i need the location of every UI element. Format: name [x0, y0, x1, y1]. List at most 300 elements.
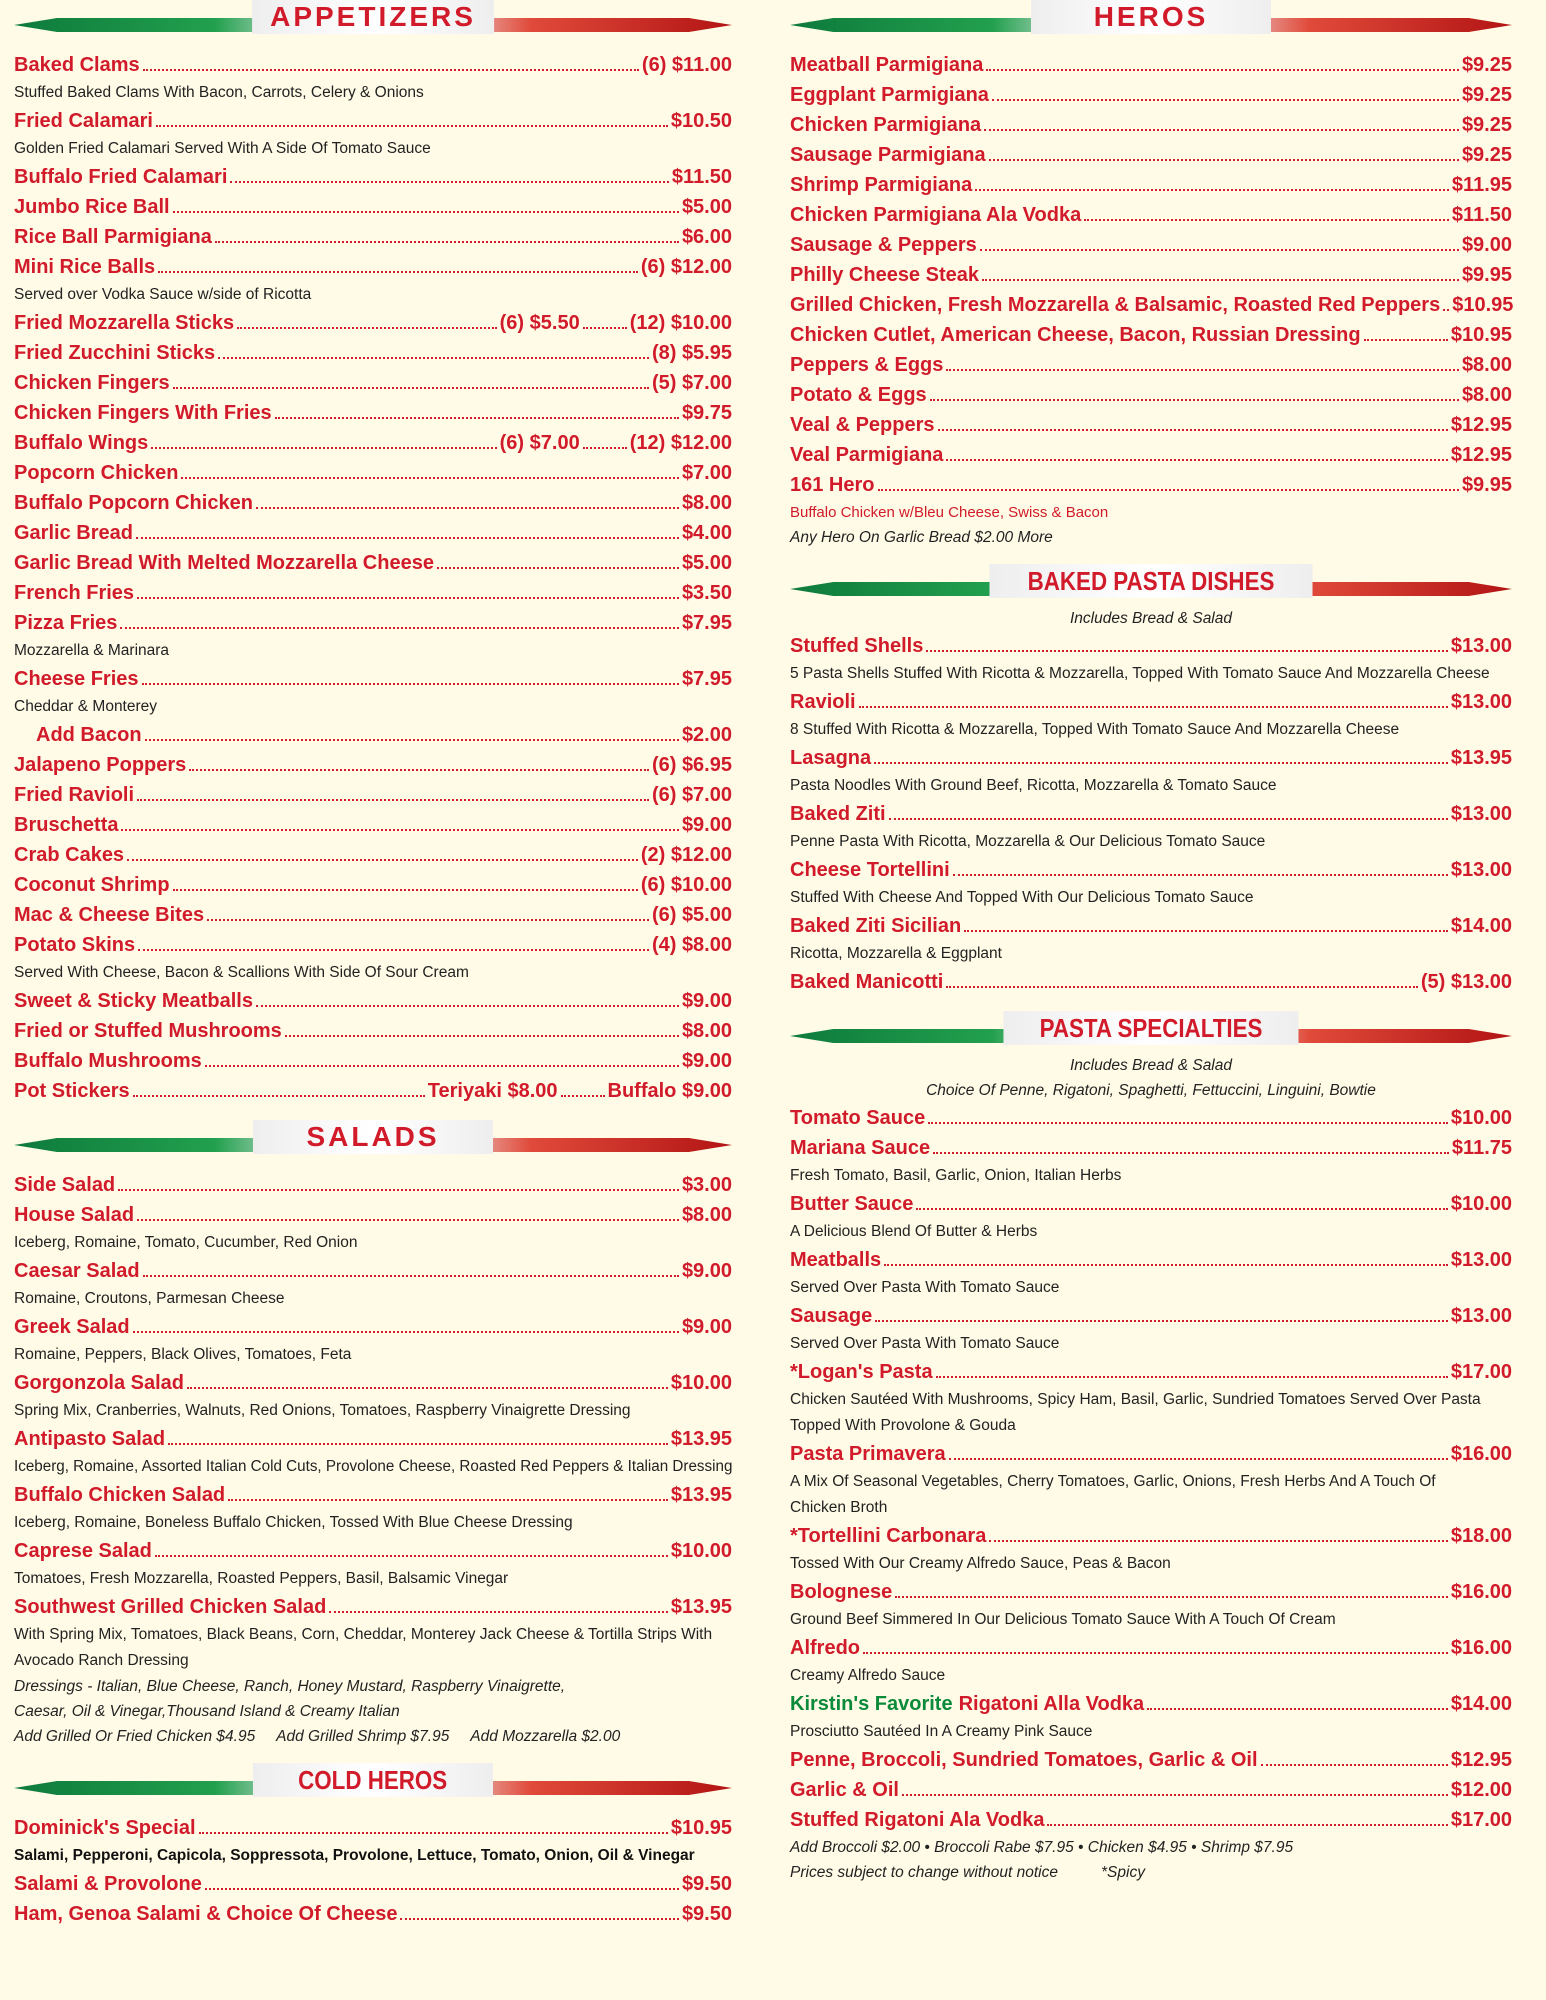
item-price: (6) $12.00 — [640, 256, 732, 278]
item-price: Buffalo $9.00 — [607, 1080, 732, 1102]
dot-leader — [949, 1458, 1448, 1460]
item-price: $17.00 — [1450, 1361, 1512, 1383]
dot-leader — [953, 874, 1448, 876]
item-name: *Logan's Pasta — [790, 1361, 933, 1383]
menu-item — [14, 192, 732, 222]
dot-leader — [199, 1832, 668, 1834]
item-price: $13.95 — [670, 1428, 732, 1450]
item-price: $7.95 — [681, 612, 732, 634]
item-name: Cheese Fries — [14, 668, 139, 690]
menu-item — [790, 1577, 1512, 1607]
item-price: $16.00 — [1450, 1581, 1512, 1603]
section-subtitle: Includes Bread & Salad — [1070, 1057, 1232, 1074]
menu-item — [14, 986, 732, 1016]
item-name: Sweet & Sticky Meatballs — [14, 990, 253, 1012]
item-price: $9.25 — [1461, 84, 1512, 106]
dot-leader — [155, 1555, 668, 1557]
item-name: Caprese Salad — [14, 1540, 152, 1562]
menu-item — [790, 631, 1512, 661]
item-price: $8.00 — [681, 1020, 732, 1042]
item-price: (6) $7.00 — [651, 784, 732, 806]
item-price: $9.25 — [1461, 144, 1512, 166]
item-name: Shrimp Parmigiana — [790, 174, 973, 196]
item-description: Served over Vodka Sauce w/side of Ricotta — [14, 286, 312, 303]
item-name: Mariana Sauce — [790, 1137, 931, 1159]
dot-leader — [875, 1320, 1448, 1322]
item-description: Spring Mix, Cranberries, Walnuts, Red Onions, Tomatoes, Raspberry Vinaigrette Dressing — [14, 1402, 631, 1419]
menu-item — [790, 1245, 1512, 1275]
dot-leader — [859, 706, 1448, 708]
item-price: $10.00 — [670, 1540, 732, 1562]
cold-heros-banner — [14, 1763, 732, 1813]
item-name: Veal Parmigiana — [790, 444, 944, 466]
item-name: Baked Clams — [14, 54, 140, 76]
section-title: PASTA SPECIALTIES — [1039, 1012, 1263, 1043]
section-title: BAKED PASTA DISHES — [1027, 565, 1275, 596]
dot-leader — [400, 1918, 678, 1920]
item-price: $12.00 — [1450, 1779, 1512, 1801]
section-title: COLD HEROS — [298, 1764, 448, 1795]
dot-leader — [989, 1540, 1448, 1542]
dot-leader — [874, 762, 1448, 764]
dot-leader — [173, 889, 638, 891]
dot-leader — [1261, 1764, 1448, 1766]
menu-item — [14, 50, 732, 80]
dot-leader — [173, 211, 679, 213]
item-price: (6) $6.95 — [651, 754, 732, 776]
item-description: Fresh Tomato, Basil, Garlic, Onion, Italian Herbs — [790, 1167, 1122, 1184]
item-name: Add Bacon — [36, 724, 142, 746]
dot-leader — [256, 507, 679, 509]
menu-item — [790, 743, 1512, 773]
item-description: Tossed With Our Creamy Alfredo Sauce, Peas & Bacon — [790, 1555, 1171, 1572]
item-price: $2.00 — [681, 724, 732, 746]
menu-item — [14, 1536, 732, 1566]
dot-leader — [256, 1005, 679, 1007]
item-name: Salami & Provolone — [14, 1873, 202, 1895]
item-name: Stuffed Rigatoni Ala Vodka — [790, 1809, 1045, 1831]
menu-item — [790, 1775, 1512, 1805]
dot-leader — [933, 1152, 1449, 1154]
dot-leader — [437, 567, 679, 569]
pasta-specialties-section — [790, 1011, 1512, 1885]
item-name: Rice Ball Parmigiana — [14, 226, 212, 248]
heros-banner — [790, 0, 1512, 50]
item-name: House Salad — [14, 1204, 135, 1226]
menu-item — [14, 106, 732, 136]
item-price: $13.00 — [1450, 803, 1512, 825]
item-name: Mini Rice Balls — [14, 256, 156, 278]
baked-pasta-list — [790, 631, 1512, 997]
item-price: $12.95 — [1450, 1749, 1512, 1771]
item-description: Avocado Ranch Dressing — [14, 1652, 189, 1669]
menu-item — [14, 664, 732, 694]
item-tag: Kirstin's Favorite — [790, 1693, 953, 1715]
item-name: Bolognese — [790, 1581, 893, 1603]
dot-leader — [583, 447, 627, 449]
item-name: Alfredo — [790, 1637, 860, 1659]
dot-leader — [989, 159, 1459, 161]
dot-leader — [189, 769, 649, 771]
menu-item — [790, 1189, 1512, 1219]
menu-item — [790, 260, 1512, 290]
pasta-choice-note: Choice Of Penne, Rigatoni, Spaghetti, Fettuccini, Linguini, Bowtie — [926, 1082, 1376, 1099]
item-name: Veal & Peppers — [790, 414, 935, 436]
item-name: Fried or Stuffed Mushrooms — [14, 1020, 282, 1042]
dot-leader — [133, 1331, 679, 1333]
item-name: Jumbo Rice Ball — [14, 196, 170, 218]
item-price: $9.25 — [1461, 114, 1512, 136]
item-name: Penne, Broccoli, Sundried Tomatoes, Garlic & Oil — [790, 1749, 1258, 1771]
dot-leader — [1443, 309, 1449, 311]
menu-item — [14, 1480, 732, 1510]
item-description: Mozzarella & Marinara — [14, 642, 170, 659]
salads-section — [14, 1120, 732, 1749]
menu-item — [14, 608, 732, 638]
item-price: $7.00 — [681, 462, 732, 484]
dot-leader — [946, 986, 1417, 988]
menu-item — [14, 338, 732, 368]
item-price: $11.50 — [671, 166, 732, 188]
dot-leader — [878, 489, 1459, 491]
item-name: Buffalo Chicken Salad — [14, 1484, 226, 1506]
dot-leader — [181, 477, 678, 479]
dot-leader — [228, 1499, 668, 1501]
add-ons-note: Add Broccoli $2.00 • Broccoli Rabe $7.95 • Chicken $4.95 • Shrimp $7.95 — [790, 1839, 1294, 1856]
dot-leader — [158, 271, 638, 273]
item-price: (6) $7.00 — [499, 432, 580, 454]
menu-item — [790, 1521, 1512, 1551]
item-name: Caesar Salad — [14, 1260, 140, 1282]
item-name: Garlic Bread — [14, 522, 133, 544]
menu-item — [14, 428, 732, 458]
dot-leader — [168, 1443, 668, 1445]
item-price: $10.95 — [670, 1817, 732, 1839]
item-price: (5) $13.00 — [1420, 971, 1512, 993]
menu-item — [14, 810, 732, 840]
item-price: $10.50 — [670, 110, 732, 132]
dot-leader — [133, 1095, 425, 1097]
item-price: $6.00 — [681, 226, 732, 248]
item-price: $13.00 — [1450, 1249, 1512, 1271]
dot-leader — [916, 1208, 1447, 1210]
item-price: $13.00 — [1450, 859, 1512, 881]
menu-item — [790, 1805, 1512, 1835]
menu-item — [790, 1357, 1512, 1387]
dot-leader — [143, 69, 639, 71]
dot-leader — [982, 279, 1459, 281]
item-price: $8.00 — [681, 1204, 732, 1226]
menu-item — [790, 855, 1512, 885]
item-name: Pot Stickers — [14, 1080, 130, 1102]
item-price: (4) $8.00 — [651, 934, 732, 956]
menu-item — [790, 1103, 1512, 1133]
menu-item — [14, 870, 732, 900]
item-name: Fried Mozzarella Sticks — [14, 312, 235, 334]
item-price: $13.95 — [670, 1596, 732, 1618]
item-description: Cheddar & Monterey — [14, 698, 158, 715]
section-title: HEROS — [1093, 1, 1209, 32]
appetizers-section — [14, 0, 732, 1106]
dot-leader — [1084, 219, 1449, 221]
dot-leader — [928, 1122, 1448, 1124]
item-description: Stuffed Baked Clams With Bacon, Carrots, Celery & Onions — [14, 84, 424, 101]
item-description: Chicken Sautéed With Mushrooms, Spicy Ham, Basil, Garlic, Sundried Tomatoes Served Over Pasta — [790, 1391, 1481, 1408]
menu-item — [14, 162, 732, 192]
item-name: Lasagna — [790, 747, 872, 769]
item-name: Cheese Tortellini — [790, 859, 950, 881]
item-description: Pasta Noodles With Ground Beef, Ricotta, Mozzarella & Tomato Sauce — [790, 777, 1277, 794]
menu-item — [790, 1633, 1512, 1663]
menu-item — [790, 410, 1512, 440]
item-description: Golden Fried Calamari Served With A Side Of Tomato Sauce — [14, 140, 431, 157]
menu-item — [790, 440, 1512, 470]
menu-item — [14, 1813, 732, 1843]
menu-item — [14, 518, 732, 548]
menu-item — [14, 1016, 732, 1046]
menu-item — [14, 1200, 732, 1230]
dot-leader — [137, 799, 649, 801]
menu-item — [14, 900, 732, 930]
menu-item — [790, 170, 1512, 200]
item-description: Served Over Pasta With Tomato Sauce — [790, 1279, 1060, 1296]
menu-item — [790, 110, 1512, 140]
item-name: Garlic Bread With Melted Mozzarella Cheese — [14, 552, 434, 574]
item-price: $8.00 — [681, 492, 732, 514]
item-price: $9.95 — [1461, 474, 1512, 496]
item-price: $5.00 — [681, 552, 732, 574]
dot-leader — [986, 69, 1459, 71]
item-description: With Spring Mix, Tomatoes, Black Beans, Corn, Cheddar, Monterey Jack Cheese & Tortilla Strips With — [14, 1626, 713, 1643]
item-price: $9.00 — [681, 1260, 732, 1282]
item-price: $13.00 — [1450, 691, 1512, 713]
item-description: Iceberg, Romaine, Boneless Buffalo Chicken, Tossed With Blue Cheese Dressing — [14, 1514, 573, 1531]
item-description: A Delicious Blend Of Butter & Herbs — [790, 1223, 1038, 1240]
dot-leader — [926, 650, 1447, 652]
item-name: Butter Sauce — [790, 1193, 914, 1215]
item-price: $10.00 — [1450, 1107, 1512, 1129]
item-price: $9.25 — [1461, 54, 1512, 76]
item-price: $14.00 — [1450, 1693, 1512, 1715]
item-price: $11.75 — [1451, 1137, 1512, 1159]
item-price: $18.00 — [1450, 1525, 1512, 1547]
dot-leader — [285, 1035, 679, 1037]
item-price: $7.95 — [681, 668, 732, 690]
item-name: Greek Salad — [14, 1316, 130, 1338]
dot-leader — [142, 683, 679, 685]
dot-leader — [889, 818, 1448, 820]
item-price: $11.50 — [1451, 204, 1512, 226]
item-name: Chicken Parmigiana — [790, 114, 982, 136]
dot-leader — [936, 1376, 1448, 1378]
item-name: Chicken Cutlet, American Cheese, Bacon, Russian Dressing — [790, 324, 1361, 346]
menu-item — [790, 230, 1512, 260]
dot-leader — [980, 249, 1459, 251]
dot-leader — [156, 125, 668, 127]
item-name: Potato & Eggs — [790, 384, 927, 406]
item-name: Tomato Sauce — [790, 1107, 926, 1129]
menu-item — [14, 930, 732, 960]
dot-leader — [329, 1611, 668, 1613]
menu-item — [790, 50, 1512, 80]
menu-item — [790, 380, 1512, 410]
menu-item — [790, 200, 1512, 230]
left-column — [14, 0, 732, 1929]
item-price: $9.75 — [681, 402, 732, 424]
item-name: Bruschetta — [14, 814, 119, 836]
item-name: Peppers & Eggs — [790, 354, 944, 376]
menu-item — [14, 1592, 732, 1622]
dot-leader — [120, 627, 679, 629]
menu-item — [790, 1133, 1512, 1163]
dot-leader — [1364, 339, 1448, 341]
item-price: $17.00 — [1450, 1809, 1512, 1831]
item-description: Romaine, Peppers, Black Olives, Tomatoes, Feta — [14, 1346, 352, 1363]
item-description: Penne Pasta With Ricotta, Mozzarella & Our Delicious Tomato Sauce — [790, 833, 1266, 850]
dot-leader — [275, 417, 679, 419]
dot-leader — [145, 739, 679, 741]
item-name: Buffalo Fried Calamari — [14, 166, 228, 188]
dot-leader — [1047, 1824, 1447, 1826]
baked-pasta-banner — [790, 564, 1512, 614]
item-description: 5 Pasta Shells Stuffed With Ricotta & Mozzarella, Topped With Tomato Sauce And Mozzarella Cheese — [790, 665, 1490, 682]
section-subtitle: Includes Bread & Salad — [1070, 610, 1232, 627]
dot-leader — [136, 537, 679, 539]
dot-leader — [992, 99, 1459, 101]
menu-item — [14, 252, 732, 282]
item-price: $9.00 — [681, 1050, 732, 1072]
dot-leader — [230, 181, 669, 183]
menu-item — [14, 750, 732, 780]
heros-section — [790, 0, 1512, 550]
dot-leader — [561, 1095, 605, 1097]
item-name: Dominick's Special — [14, 1817, 196, 1839]
item-name: Ham, Genoa Salami & Choice Of Cheese — [14, 1903, 398, 1925]
dot-leader — [884, 1264, 1448, 1266]
item-price: (6) $10.00 — [640, 874, 732, 896]
appetizers-banner — [14, 0, 732, 50]
menu-item — [14, 1076, 732, 1106]
item-description: Iceberg, Romaine, Tomato, Cucumber, Red Onion — [14, 1234, 358, 1251]
item-description: Chicken Broth — [790, 1499, 888, 1516]
dot-leader — [138, 949, 649, 951]
item-price: $3.00 — [681, 1174, 732, 1196]
item-price: (6) $11.00 — [641, 54, 732, 76]
item-description: 8 Stuffed With Ricotta & Mozzarella, Topped With Tomato Sauce And Mozzarella Cheese — [790, 721, 1400, 738]
dot-leader — [946, 369, 1459, 371]
menu-item — [14, 308, 732, 338]
item-price: (6) $5.50 — [499, 312, 580, 334]
baked-pasta-section — [790, 564, 1512, 997]
section-title: APPETIZERS — [270, 1, 476, 32]
item-price: $13.95 — [670, 1484, 732, 1506]
menu-item — [790, 320, 1512, 350]
item-description: Ground Beef Simmered In Our Delicious Tomato Sauce With A Touch Of Cream — [790, 1611, 1336, 1628]
item-price: (8) $5.95 — [651, 342, 732, 364]
item-price: $9.50 — [681, 1873, 732, 1895]
item-price: $8.00 — [1461, 384, 1512, 406]
item-price: $4.00 — [681, 522, 732, 544]
menu-item — [14, 1256, 732, 1286]
dot-leader — [137, 1219, 679, 1221]
menu-item — [14, 1170, 732, 1200]
menu-item — [14, 458, 732, 488]
dot-leader — [118, 1189, 679, 1191]
item-name: Meatballs — [790, 1249, 882, 1271]
item-name: Chicken Fingers With Fries — [14, 402, 272, 424]
item-name: Crab Cakes — [14, 844, 125, 866]
item-name: Side Salad — [14, 1174, 116, 1196]
dot-leader — [930, 399, 1459, 401]
item-description: Salami, Pepperoni, Capicola, Soppressota, Provolone, Lettuce, Tomato, Onion, Oil & Vinegar — [14, 1847, 695, 1864]
menu-item — [14, 1368, 732, 1398]
item-name: Chicken Fingers — [14, 372, 170, 394]
menu-item — [14, 1899, 732, 1929]
pasta-specialties-list — [790, 1103, 1512, 1835]
dot-leader — [1147, 1708, 1448, 1710]
menu-item — [790, 350, 1512, 380]
item-name: Stuffed Shells — [790, 635, 924, 657]
item-name: Baked Ziti Sicilian — [790, 915, 962, 937]
item-name: Sausage — [790, 1305, 873, 1327]
price-disclaimer: Prices subject to change without notice *Spicy — [790, 1864, 1145, 1881]
item-price: (12) $12.00 — [629, 432, 732, 454]
item-name: Southwest Grilled Chicken Salad — [14, 1596, 327, 1618]
menu-item — [790, 1689, 1512, 1719]
item-price: $12.95 — [1450, 414, 1512, 436]
item-name: Fried Zucchini Sticks — [14, 342, 216, 364]
dot-leader — [984, 129, 1459, 131]
item-price: $10.00 — [1450, 1193, 1512, 1215]
item-price: $10.00 — [670, 1372, 732, 1394]
item-name: Fried Calamari — [14, 110, 153, 132]
dot-leader — [151, 447, 496, 449]
item-price: $9.95 — [1461, 264, 1512, 286]
menu-item — [790, 470, 1512, 500]
item-name: Sausage & Peppers — [790, 234, 977, 256]
dot-leader — [938, 429, 1448, 431]
item-name: Chicken Parmigiana Ala Vodka — [790, 204, 1082, 226]
item-price: $13.95 — [1450, 747, 1512, 769]
item-price: (12) $10.00 — [629, 312, 732, 334]
dot-leader — [863, 1652, 1448, 1654]
menu-item — [14, 368, 732, 398]
menu-item — [790, 687, 1512, 717]
item-price: (5) $7.00 — [651, 372, 732, 394]
salads-list — [14, 1170, 732, 1674]
item-price: $9.00 — [681, 814, 732, 836]
item-name: Ravioli — [790, 691, 856, 713]
dot-leader — [207, 919, 649, 921]
item-name: Buffalo Wings — [14, 432, 149, 454]
cold-heros-section — [14, 1763, 732, 1929]
item-description: Iceberg, Romaine, Assorted Italian Cold Cuts, Provolone Cheese, Roasted Red Peppers & Italian Dressing — [14, 1458, 733, 1475]
item-description: Served With Cheese, Bacon & Scallions With Side Of Sour Cream — [14, 964, 469, 981]
section-title: SALADS — [306, 1121, 440, 1152]
dot-leader — [215, 241, 679, 243]
item-description: A Mix Of Seasonal Vegetables, Cherry Tomatoes, Garlic, Onions, Fresh Herbs And A Touch Of — [790, 1473, 1436, 1490]
dot-leader — [127, 859, 638, 861]
dot-leader — [218, 357, 649, 359]
item-name: Buffalo Popcorn Chicken — [14, 492, 253, 514]
add-ons-note: Add Grilled Or Fried Chicken $4.95 Add Grilled Shrimp $7.95 Add Mozzarella $2.00 — [14, 1728, 621, 1745]
appetizers-list — [14, 50, 732, 1106]
menu-item — [14, 840, 732, 870]
menu-item — [790, 911, 1512, 941]
item-price: (2) $12.00 — [640, 844, 732, 866]
item-price: $14.00 — [1450, 915, 1512, 937]
item-name: Pasta Primavera — [790, 1443, 946, 1465]
